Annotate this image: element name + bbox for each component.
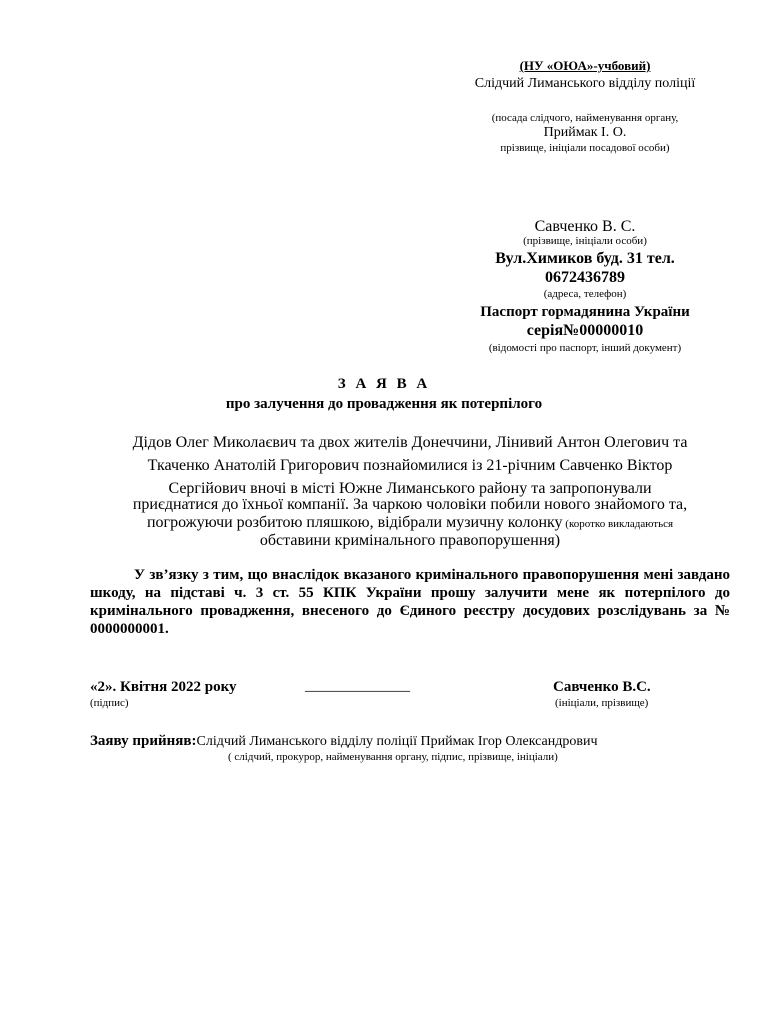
- header-officer: Приймак І. О.: [543, 125, 627, 140]
- signature-line: ______________: [305, 678, 410, 694]
- story-line-5: [60, 514, 760, 532]
- request-paragraph: [90, 566, 730, 638]
- request-text: У зв’язку з тим, що внаслідок вказаного кримінального правопорушення мені завдано шкоду, на підставі ч. 3 ст. 55 КПК України прошу залучити мене як потерпілого до кримінального провадження, внесеного до Єдиного реєстру досудових розслідувань за № 0000000001.: [90, 567, 730, 637]
- applicant-passport-note: (відомості про паспорт, інший документ): [488, 342, 682, 354]
- story-line-6-note: обставини кримінального правопорушення): [259, 532, 561, 549]
- accepted-note: ( слідчий, прокурор, найменування органу, підпис, прізвище, ініціали): [228, 751, 558, 763]
- header-officer-note: прізвище, ініціали посадової особи): [500, 142, 670, 154]
- document-subtitle: про залучення до провадження як потерпілого: [225, 396, 543, 412]
- applicant-address-note: (адреса, телефон): [543, 288, 627, 300]
- story-line-4: приєднатися до їхньої компанії. За чаркою чоловіки побили нового знайомого та,: [132, 496, 688, 513]
- story-line-5-main: погрожуючи розбитою пляшкою, відібрали музичну колонку: [146, 514, 563, 531]
- header-position-note: (посада слідчого, найменування органу,: [491, 112, 679, 124]
- story-line-1: Дідов Олег Миколаєвич та двох жителів Донеччини, Лінивий Антон Олегович та: [132, 434, 688, 451]
- accepted-text: Слідчий Лиманського відділу поліції Приймак Ігор Олександрович: [196, 734, 598, 749]
- applicant-passport-line2: серія№00000010: [526, 322, 644, 339]
- story-line-5-note: (коротко викладаються: [562, 518, 674, 530]
- story-line-3: Сергійович вночі в місті Южне Лиманського району та запропонували: [168, 480, 652, 497]
- applicant-address-line2: 0672436789: [545, 269, 625, 286]
- accepted-label: Заяву прийняв:: [90, 733, 197, 749]
- applicant-address-line1: Вул.Химиков буд. 31 тел.: [495, 250, 675, 267]
- signature-note-right: (ініціали, прізвище): [555, 697, 649, 709]
- signature-name: Савченко В.С.: [553, 679, 651, 695]
- applicant-passport-line1: Паспорт гормадянина України: [480, 304, 690, 320]
- signature-note-left: (підпис): [90, 697, 129, 709]
- applicant-name: Савченко В. С.: [534, 218, 636, 235]
- header-unit: (НУ «ОЮА»-учбовий): [519, 58, 651, 73]
- story-line-2: Ткаченко Анатолій Григорович познайомилися із 21-річним Савченко Віктор: [147, 457, 673, 474]
- applicant-name-note: (прізвище, ініціали особи): [523, 235, 647, 247]
- accepted-line: [90, 733, 598, 750]
- signature-date: «2». Квітня 2022 року: [90, 679, 237, 695]
- document-title: З А Я В А: [337, 376, 431, 392]
- header-department: Слідчий Лиманського відділу поліції: [474, 76, 696, 91]
